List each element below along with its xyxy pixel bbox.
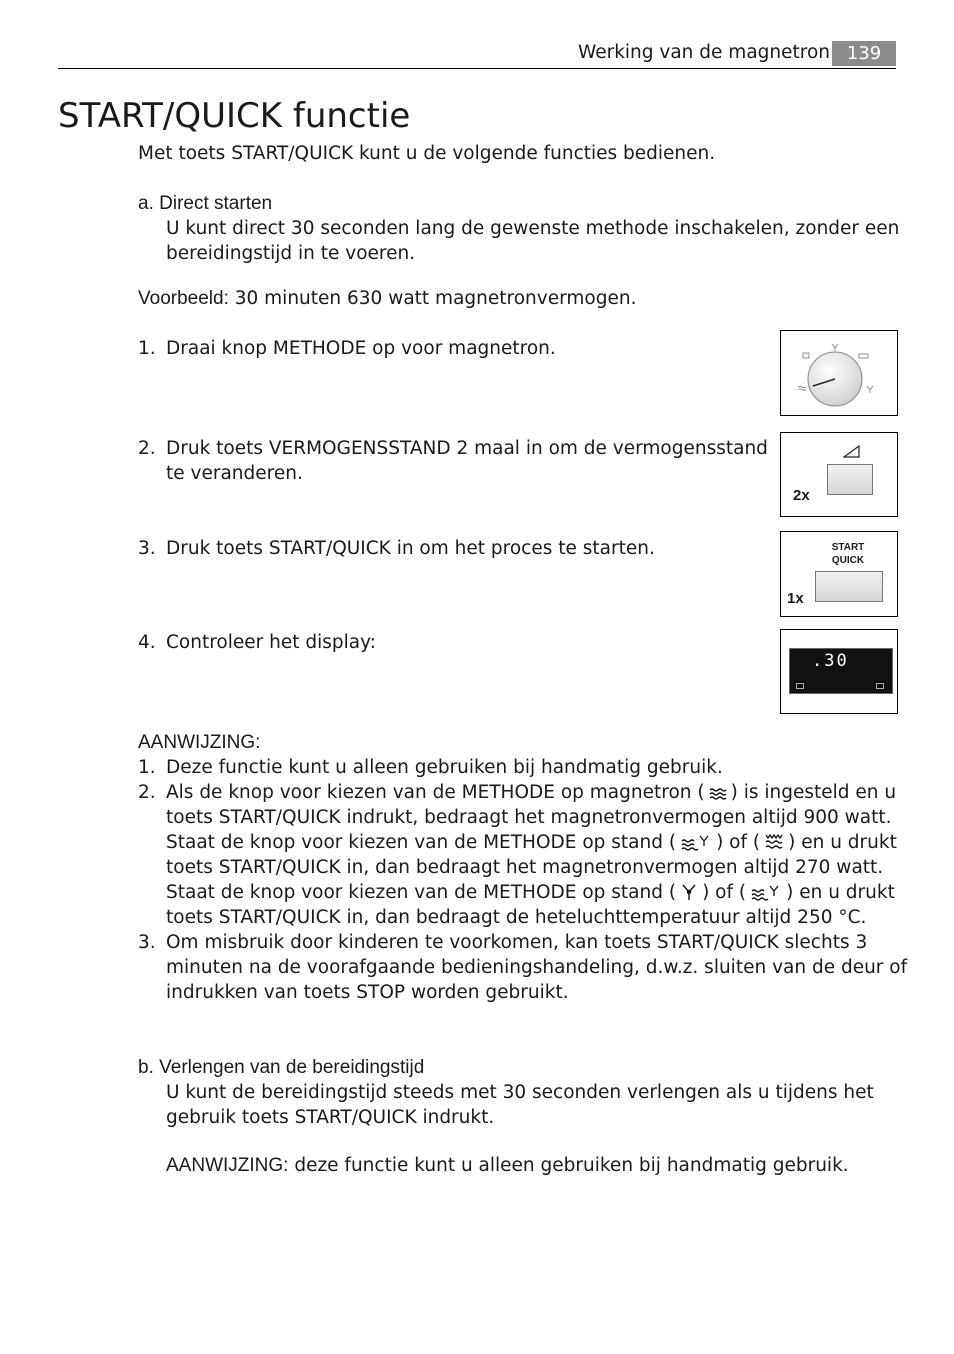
section-b-note — [166, 1153, 849, 1178]
step-text: Controleer het display: — [166, 632, 376, 653]
note-fragment: ) is ingesteld en u — [730, 782, 897, 803]
power-button-figure — [780, 432, 898, 517]
example-label: Voorbeeld: — [138, 288, 229, 309]
step-text: Druk toets VERMOGENSSTAND 2 maal in om de vermogensstand — [166, 438, 768, 459]
press-count: 1x — [787, 590, 804, 607]
section-a-line: bereidingstijd in te voeren. — [166, 243, 416, 264]
example-text: 30 minuten 630 watt magnetronvermogen. — [228, 288, 637, 309]
note-text — [166, 830, 897, 855]
combi-fan-microwave-icon — [750, 883, 782, 901]
quick-label: QUICK — [831, 555, 865, 566]
step-number: 3. — [138, 538, 156, 559]
fan-icon — [680, 883, 698, 901]
start-label: START — [831, 542, 865, 553]
note-text: toets START/QUICK in, dan bedraagt de heteluchttemperatuur altijd 250 °C. — [166, 907, 867, 928]
section-a-line: U kunt direct 30 seconden lang de gewenste methode inschakelen, zonder een — [166, 218, 900, 239]
note-number: 3. — [138, 932, 156, 953]
method-knob-icon — [781, 331, 897, 415]
note-fragment: ) en u drukt — [786, 882, 895, 903]
note-heading: AANWIJZING: — [138, 732, 261, 753]
note-text: Deze functie kunt u alleen gebruiken bij handmatig gebruik. — [166, 757, 723, 778]
press-count: 2x — [793, 487, 810, 504]
section-b-heading: b. Verlengen van de bereidingstijd — [138, 1057, 425, 1078]
power-triangle-icon — [843, 445, 861, 459]
step-text: te veranderen. — [166, 463, 303, 484]
page-title: START/QUICK functie — [58, 96, 411, 136]
step-number: 1. — [138, 338, 156, 359]
power-level-button — [827, 464, 873, 495]
note-fragment: Als de knop voor kiezen van de METHODE op magnetron ( — [166, 782, 705, 803]
display-figure — [780, 629, 898, 714]
step-number: 4. — [138, 632, 156, 653]
start-quick-label — [781, 541, 915, 567]
section-b-line: gebruik toets START/QUICK indrukt. — [166, 1107, 495, 1128]
intro-text: Met toets START/QUICK kunt u de volgende functies bedienen. — [138, 143, 716, 164]
note-text: toets START/QUICK in, dan bedraagt het magnetronvermogen altijd 270 watt. — [166, 857, 884, 878]
running-header: Werking van de magnetron — [578, 42, 830, 63]
page-number: 139 — [832, 41, 896, 66]
note-text: indrukken van toets STOP worden gebruikt. — [166, 982, 569, 1003]
mode-indicator-icon — [876, 683, 884, 689]
example-line — [138, 286, 636, 311]
note-fragment: ) en u drukt — [788, 832, 897, 853]
grill-microwave-icon — [764, 833, 784, 851]
lcd-display — [789, 648, 893, 694]
note-text: minuten na de voorafgaande bedieningshandeling, d.w.z. sluiten van de deur of — [166, 957, 908, 978]
note-number: 2. — [138, 782, 156, 803]
step-text: Druk toets START/QUICK in om het proces te starten. — [166, 538, 655, 559]
section-b-line: U kunt de bereidingstijd steeds met 30 seconden verlengen als u tijdens het — [166, 1082, 874, 1103]
display-value: .30 — [812, 651, 849, 671]
section-b-note-text: deze functie kunt u alleen gebruiken bij handmatig gebruik. — [288, 1155, 849, 1176]
note-text — [166, 880, 895, 905]
step-text: Draai knop METHODE op voor magnetron. — [166, 338, 556, 359]
start-quick-button — [815, 571, 883, 602]
note-text — [166, 780, 896, 805]
note-number: 1. — [138, 757, 156, 778]
note-text: Om misbruik door kinderen te voorkomen, kan toets START/QUICK slechts 3 — [166, 932, 868, 953]
note-fragment: ) of ( — [702, 882, 747, 903]
start-button-figure — [780, 531, 898, 617]
section-b-note-label: AANWIJZING: — [166, 1155, 289, 1176]
header-rule — [58, 68, 896, 69]
note-fragment: ) of ( — [716, 832, 761, 853]
door-indicator-icon — [796, 683, 804, 689]
note-fragment: Staat de knop voor kiezen van de METHODE op stand ( — [166, 882, 677, 903]
section-a-heading: a. Direct starten — [138, 193, 273, 214]
step-number: 2. — [138, 438, 156, 459]
combi-fan-microwave-icon — [680, 833, 712, 851]
note-text: toets START/QUICK indrukt, bedraagt het magnetronvermogen altijd 900 watt. — [166, 807, 892, 828]
method-knob-figure — [780, 330, 898, 416]
microwave-waves-icon — [709, 787, 727, 801]
note-fragment: Staat de knop voor kiezen van de METHODE op stand ( — [166, 832, 677, 853]
